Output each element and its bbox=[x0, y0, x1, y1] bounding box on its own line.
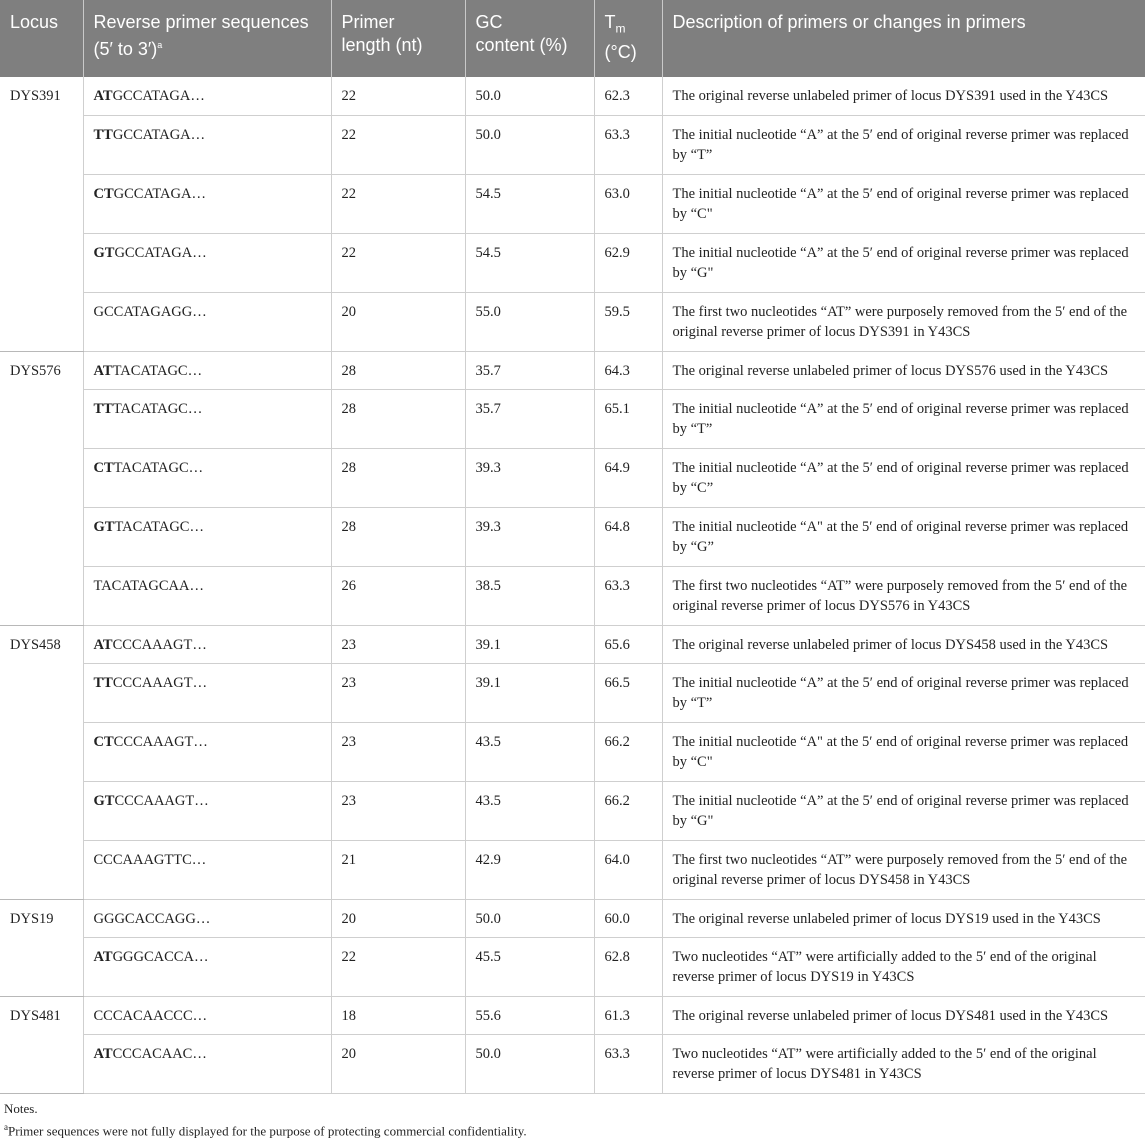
primer-length-cell: 26 bbox=[331, 566, 465, 625]
description-cell: The initial nucleotide “A” at the 5′ end of original reverse primer was replaced by “G" bbox=[662, 781, 1145, 840]
gc-content-cell: 50.0 bbox=[465, 77, 594, 115]
description-cell: The initial nucleotide “A” at the 5′ end of original reverse primer was replaced by “C" bbox=[662, 174, 1145, 233]
primer-length-cell: 28 bbox=[331, 448, 465, 507]
gc-content-cell: 39.1 bbox=[465, 625, 594, 663]
sequence-bold-prefix: CT bbox=[93, 459, 114, 476]
sequence-cell bbox=[83, 77, 331, 115]
sequence-rest: CCCAAAGTTC… bbox=[93, 851, 207, 868]
description-cell: The original reverse unlabeled primer of locus DYS391 used in the Y43CS bbox=[662, 77, 1145, 115]
primer-length-cell: 23 bbox=[331, 722, 465, 781]
primer-length-cell: 20 bbox=[331, 292, 465, 351]
sequence-rest: CCCACAAC… bbox=[112, 1045, 207, 1062]
gc-content-cell: 42.9 bbox=[465, 840, 594, 899]
tm-cell: 60.0 bbox=[594, 899, 662, 937]
gc-content-cell: 35.7 bbox=[465, 351, 594, 389]
sequence-rest: TACATAGCAA… bbox=[93, 577, 204, 594]
sequence-rest: GCCATAGAGG… bbox=[93, 303, 207, 320]
sequence-cell bbox=[83, 840, 331, 899]
table-row bbox=[0, 448, 1145, 507]
description-cell: The initial nucleotide “A" at the 5′ end of original reverse primer was replaced by “G” bbox=[662, 507, 1145, 566]
gc-content-cell: 50.0 bbox=[465, 115, 594, 174]
sequence-cell bbox=[83, 722, 331, 781]
tm-cell: 63.0 bbox=[594, 174, 662, 233]
primer-length-cell: 28 bbox=[331, 507, 465, 566]
primer-length-cell: 22 bbox=[331, 233, 465, 292]
table-notes bbox=[0, 1094, 1145, 1140]
footnote-mark: a bbox=[4, 1121, 8, 1132]
table-row bbox=[0, 663, 1145, 722]
table-row bbox=[0, 351, 1145, 389]
table-row bbox=[0, 174, 1145, 233]
sequence-cell bbox=[83, 937, 331, 996]
header-gc: GC content (%) bbox=[465, 0, 594, 77]
gc-content-cell: 43.5 bbox=[465, 781, 594, 840]
table-row bbox=[0, 233, 1145, 292]
table-row bbox=[0, 389, 1145, 448]
table-row bbox=[0, 722, 1145, 781]
locus-cell: DYS19 bbox=[0, 899, 83, 996]
description-cell: The first two nucleotides “AT” were purposely removed from the 5′ end of the original reverse primer of locus DYS576 in Y43CS bbox=[662, 566, 1145, 625]
description-cell: The initial nucleotide “A" at the 5′ end of original reverse primer was replaced by “C" bbox=[662, 722, 1145, 781]
primer-length-cell: 21 bbox=[331, 840, 465, 899]
sequence-cell bbox=[83, 507, 331, 566]
table-row bbox=[0, 899, 1145, 937]
primer-length-cell: 22 bbox=[331, 937, 465, 996]
table-row bbox=[0, 292, 1145, 351]
footnote bbox=[4, 1118, 1139, 1140]
gc-content-cell: 43.5 bbox=[465, 722, 594, 781]
gc-content-cell: 39.1 bbox=[465, 663, 594, 722]
sequence-cell bbox=[83, 233, 331, 292]
description-cell: The original reverse unlabeled primer of locus DYS576 used in the Y43CS bbox=[662, 351, 1145, 389]
header-sequence: Reverse primer sequences (5′ to 3′)$^a$ bbox=[83, 0, 331, 77]
table-row bbox=[0, 566, 1145, 625]
table-header bbox=[0, 0, 1145, 77]
locus-cell: DYS481 bbox=[0, 996, 83, 1093]
sequence-bold-prefix: AT bbox=[93, 636, 113, 653]
table-row bbox=[0, 625, 1145, 663]
sequence-cell bbox=[83, 625, 331, 663]
gc-content-cell: 54.5 bbox=[465, 174, 594, 233]
table-body bbox=[0, 77, 1145, 1093]
header-locus: Locus bbox=[0, 0, 83, 77]
sequence-bold-prefix: GT bbox=[93, 792, 115, 809]
tm-cell: 66.5 bbox=[594, 663, 662, 722]
table-row bbox=[0, 507, 1145, 566]
sequence-rest: GCCATAGA… bbox=[112, 126, 206, 143]
description-cell: The initial nucleotide “A” at the 5′ end of original reverse primer was replaced by “C” bbox=[662, 448, 1145, 507]
sequence-bold-prefix: AT bbox=[93, 362, 113, 379]
sequence-cell bbox=[83, 389, 331, 448]
header-tm: $T_m$ (°C) bbox=[594, 0, 662, 77]
table-row bbox=[0, 996, 1145, 1034]
sequence-cell bbox=[83, 566, 331, 625]
tm-cell: 62.9 bbox=[594, 233, 662, 292]
sequence-cell bbox=[83, 663, 331, 722]
sequence-rest: GGGCACCAGG… bbox=[93, 910, 211, 927]
sequence-rest: TACATAGC… bbox=[113, 459, 204, 476]
tm-cell: 66.2 bbox=[594, 722, 662, 781]
sequence-cell bbox=[83, 174, 331, 233]
description-cell: The initial nucleotide “A” at the 5′ end of original reverse primer was replaced by “G" bbox=[662, 233, 1145, 292]
primer-length-cell: 23 bbox=[331, 625, 465, 663]
locus-cell: DYS458 bbox=[0, 625, 83, 899]
description-cell: The original reverse unlabeled primer of locus DYS19 used in the Y43CS bbox=[662, 899, 1145, 937]
sequence-rest: TACATAGC… bbox=[114, 518, 204, 535]
sequence-bold-prefix: TT bbox=[93, 126, 113, 143]
sequence-rest: GGGCACCA… bbox=[112, 948, 209, 965]
tm-cell: 63.3 bbox=[594, 566, 662, 625]
description-cell: Two nucleotides “AT” were artificially added to the 5′ end of the original reverse primer of locus DYS481 in Y43CS bbox=[662, 1034, 1145, 1093]
header-row bbox=[0, 0, 1145, 77]
sequence-cell bbox=[83, 351, 331, 389]
sequence-cell bbox=[83, 1034, 331, 1093]
sequence-rest: TACATAGC… bbox=[112, 400, 203, 417]
sequence-rest: CCCAAAGT… bbox=[112, 636, 207, 653]
sequence-bold-prefix: AT bbox=[93, 948, 113, 965]
gc-content-cell: 39.3 bbox=[465, 448, 594, 507]
primer-length-cell: 23 bbox=[331, 663, 465, 722]
description-cell: The original reverse unlabeled primer of locus DYS481 used in the Y43CS bbox=[662, 996, 1145, 1034]
gc-content-cell: 50.0 bbox=[465, 899, 594, 937]
sequence-bold-prefix: TT bbox=[93, 674, 113, 691]
primer-length-cell: 22 bbox=[331, 115, 465, 174]
table-row bbox=[0, 781, 1145, 840]
description-cell: The first two nucleotides “AT” were purposely removed from the 5′ end of the original reverse primer of locus DYS391 in Y43CS bbox=[662, 292, 1145, 351]
sequence-rest: CCCACAACCC… bbox=[93, 1007, 208, 1024]
sequence-rest: CCCAAAGT… bbox=[113, 733, 208, 750]
tm-cell: 66.2 bbox=[594, 781, 662, 840]
tm-cell: 64.0 bbox=[594, 840, 662, 899]
sequence-rest: GCCATAGA… bbox=[114, 244, 207, 261]
table-row bbox=[0, 115, 1145, 174]
sequence-bold-prefix: GT bbox=[93, 244, 115, 261]
gc-content-cell: 55.0 bbox=[465, 292, 594, 351]
table-row bbox=[0, 937, 1145, 996]
description-cell: The initial nucleotide “A” at the 5′ end of original reverse primer was replaced by “T” bbox=[662, 663, 1145, 722]
sequence-rest: CCCAAAGT… bbox=[114, 792, 209, 809]
sequence-cell bbox=[83, 292, 331, 351]
tm-cell: 62.8 bbox=[594, 937, 662, 996]
sequence-bold-prefix: CT bbox=[93, 185, 114, 202]
primer-length-cell: 28 bbox=[331, 389, 465, 448]
sequence-bold-prefix: GT bbox=[93, 518, 115, 535]
table-row bbox=[0, 1034, 1145, 1093]
primer-length-cell: 22 bbox=[331, 77, 465, 115]
sequence-rest: TACATAGC… bbox=[112, 362, 203, 379]
description-cell: The original reverse unlabeled primer of locus DYS458 used in the Y43CS bbox=[662, 625, 1145, 663]
tm-cell: 59.5 bbox=[594, 292, 662, 351]
sequence-cell bbox=[83, 115, 331, 174]
gc-content-cell: 55.6 bbox=[465, 996, 594, 1034]
primer-length-cell: 18 bbox=[331, 996, 465, 1034]
footnote-text: Primer sequences were not fully displayed for the purpose of protecting commercial confidentiality. bbox=[8, 1122, 527, 1138]
description-cell: The initial nucleotide “A” at the 5′ end of original reverse primer was replaced by “T” bbox=[662, 115, 1145, 174]
description-cell: The initial nucleotide “A” at the 5′ end of original reverse primer was replaced by “T” bbox=[662, 389, 1145, 448]
table-row bbox=[0, 77, 1145, 115]
sequence-cell bbox=[83, 899, 331, 937]
header-length: Primer length (nt) bbox=[331, 0, 465, 77]
primer-length-cell: 20 bbox=[331, 899, 465, 937]
gc-content-cell: 38.5 bbox=[465, 566, 594, 625]
sequence-bold-prefix: AT bbox=[93, 1045, 113, 1062]
tm-cell: 63.3 bbox=[594, 1034, 662, 1093]
tm-cell: 62.3 bbox=[594, 77, 662, 115]
gc-content-cell: 45.5 bbox=[465, 937, 594, 996]
primer-length-cell: 22 bbox=[331, 174, 465, 233]
sequence-cell bbox=[83, 781, 331, 840]
sequence-bold-prefix: CT bbox=[93, 733, 114, 750]
gc-content-cell: 54.5 bbox=[465, 233, 594, 292]
notes-heading: Notes. bbox=[4, 1100, 38, 1116]
tm-cell: 64.9 bbox=[594, 448, 662, 507]
primer-length-cell: 20 bbox=[331, 1034, 465, 1093]
sequence-cell bbox=[83, 996, 331, 1034]
sequence-rest: GCCATAGA… bbox=[112, 88, 205, 104]
description-cell: Two nucleotides “AT” were artificially added to the 5′ end of the original reverse primer of locus DYS19 in Y43CS bbox=[662, 937, 1145, 996]
primer-length-cell: 28 bbox=[331, 351, 465, 389]
tm-cell: 63.3 bbox=[594, 115, 662, 174]
table-row bbox=[0, 840, 1145, 899]
tm-cell: 64.3 bbox=[594, 351, 662, 389]
gc-content-cell: 39.3 bbox=[465, 507, 594, 566]
sequence-cell bbox=[83, 448, 331, 507]
header-description: Description of primers or changes in primers bbox=[662, 0, 1145, 77]
tm-cell: 64.8 bbox=[594, 507, 662, 566]
tm-cell: 65.1 bbox=[594, 389, 662, 448]
sequence-bold-prefix: AT bbox=[93, 88, 113, 104]
primer-length-cell: 23 bbox=[331, 781, 465, 840]
description-cell: The first two nucleotides “AT” were purposely removed from the 5′ end of the original reverse primer of locus DYS458 in Y43CS bbox=[662, 840, 1145, 899]
tm-cell: 61.3 bbox=[594, 996, 662, 1034]
locus-cell: DYS576 bbox=[0, 351, 83, 625]
gc-content-cell: 35.7 bbox=[465, 389, 594, 448]
gc-content-cell: 50.0 bbox=[465, 1034, 594, 1093]
tm-cell: 65.6 bbox=[594, 625, 662, 663]
sequence-bold-prefix: TT bbox=[93, 400, 113, 417]
sequence-rest: GCCATAGA… bbox=[113, 185, 206, 202]
locus-cell: DYS391 bbox=[0, 77, 83, 351]
sequence-rest: CCCAAAGT… bbox=[112, 674, 208, 691]
